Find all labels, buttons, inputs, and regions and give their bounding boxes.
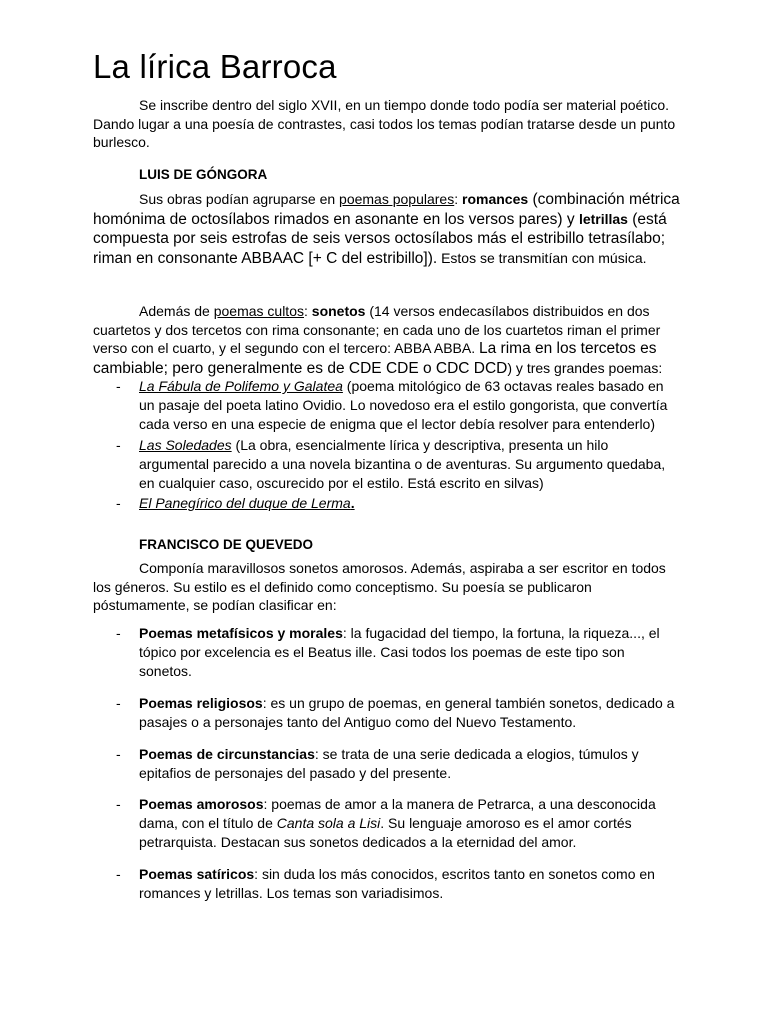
category-term: Poemas satíricos [139,866,255,882]
list-bullet: - [116,495,121,511]
quevedo-heading: FRANCISCO DE QUEVEDO [139,537,314,552]
list-bullet: - [116,695,121,711]
poem-title: La Fábula de Polifemo y Galatea [139,378,343,394]
gongora-cultos-paragraph [93,302,683,379]
list-item [139,694,679,732]
category-term: Poemas de circunstancias [139,746,315,762]
quevedo-intro-paragraph: Componía maravillosos sonetos amorosos. Además, aspiraba a ser escritor en todos los géneros. Su estilo es el definido como conceptismo. Su poesía se publicaron póstumamente, se podían clasificar en: [93,560,666,614]
list-bullet: - [116,625,121,641]
bold-term: letrillas [578,210,628,227]
list-item [139,624,679,682]
list-item [139,494,679,513]
category-description: : se trata de una serie dedicada a elogios, túmulos y epitafios de personajes del pasado y del presente. [139,746,639,782]
category-term: Poemas metafísicos y morales [139,625,343,641]
list-bullet: - [116,746,121,762]
poem-title: El Panegírico del duque de Lerma [139,495,351,511]
category-term: Poemas religiosos [139,695,263,711]
list-bullet: - [116,796,121,812]
underlined-term: poemas cultos [213,303,304,319]
list-item [139,795,679,853]
poem-description: (La obra, esencialmente lírica y descriptiva, presenta un hilo argumental parecido a una novela bizantina o de aventuras. Su argumento quedaba, en cualquier caso, oscurecido por el estilo. Está escrito en silvas) [139,437,666,492]
gongora-heading: LUIS DE GÓNGORA [139,167,268,182]
poem-description: . [350,495,355,511]
intro-paragraph: Se inscribe dentro del siglo XVII, en un tiempo donde todo podía ser material poético. Dando lugar a una poesía de contrastes, casi todos los temas podían tratarse desde un punto burlesco. [93,97,676,151]
bold-term: sonetos [311,303,366,319]
list-item [139,377,679,435]
page-title: La lírica Barroca [93,48,337,85]
category-description: : sin duda los más conocidos, escritos tanto en sonetos como en romances y letrillas. Los temas son variadisimos. [139,866,655,902]
italic-title: Canta sola a Lisi [276,815,381,832]
poem-title: Las Soledades [139,437,232,453]
list-item [139,436,679,494]
list-item [139,865,679,903]
list-item [139,745,679,783]
category-description: : poemas de amor a la manera de Petrarca, a una desconocida dama, con el título de [139,796,656,832]
category-term: Poemas amorosos [139,796,264,812]
text-span: (está compuesta por seis estrofas de seis versos octosílabos más el estribillo tetrasílabo; riman en consonante ABBAAC [+ C del estribillo]). [93,210,667,268]
text-span: ) y tres grandes poemas: [507,360,663,377]
poem-description: (poema mitológico de 63 octavas reales basado en un pasaje del poeta latino Ovidio. Lo novedoso era el estilo gongorista, que convertía cada verso en una especie de enigma que el lector debía resolver para entenderlo) [139,378,668,433]
text-span: Además de [139,303,214,319]
list-bullet: - [116,866,121,882]
underlined-term: poemas populares [339,191,455,207]
gongora-popular-paragraph [93,190,683,269]
list-bullet: - [116,378,121,394]
text-span: (combinación métrica homónima de octosílabos rimados en asonante en los versos pares) y [93,191,680,228]
text-span: Estos se transmitían con música. [437,250,647,267]
text-span: : [304,303,312,319]
text-span: (14 versos endecasílabos distribuidos en dos cuartetos y dos tercetos con rima consonante; en cada uno de los cuartetos riman el primer verso con el cuarto, y el segundo con el tercero: ABBA ABBA. [93,303,661,357]
category-description: : es un grupo de poemas, en general también sonetos, dedicado a pasajes o a personajes tanto del Antiguo como del Nuevo Testamento. [139,695,675,731]
text-span: La rima en los tercetos es cambiable; pero generalmente es de CDE CDE o CDC DCD [93,340,657,378]
category-description: : la fugacidad del tiempo, la fortuna, la riqueza..., el tópico por excelencia es el Beatus ille. Casi todos los poemas de este tipo son sonetos. [139,625,660,680]
text-span: : [454,191,462,207]
category-description-continued: . Su lenguaje amoroso es el amor cortés petrarquista. Destacan sus sonetos dedicados a la eternidad del amor. [139,815,632,851]
list-bullet: - [116,437,121,453]
bold-term: romances [462,191,529,207]
text-span: Sus obras podían agruparse en [139,191,340,207]
